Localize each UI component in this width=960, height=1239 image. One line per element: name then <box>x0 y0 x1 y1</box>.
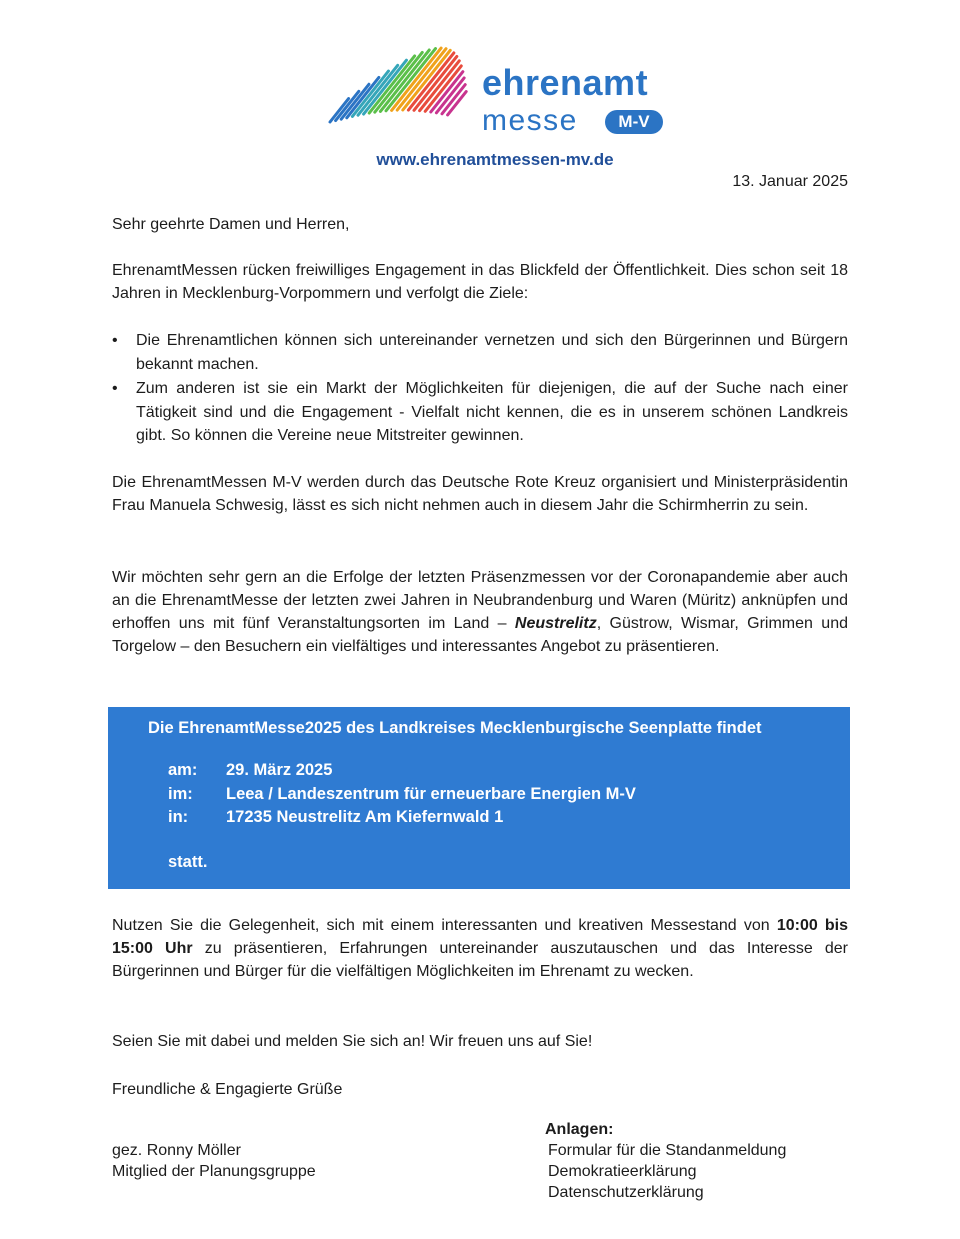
salutation: Sehr geehrte Damen und Herren, <box>112 216 350 233</box>
paragraph-history-text-end: , Güstrow, Wismar, Grimmen und Torgelow – den Besuchern ein vielfältiges und interessantes Angebot zu präsentieren. <box>112 615 848 655</box>
event-venue-value: Leea / Landeszentrum für erneuerbare Energien M-V <box>226 785 636 803</box>
signature-name: gez. Ronny Möller <box>112 1142 241 1159</box>
city-emphasis: Neustrelitz <box>514 615 597 632</box>
logo-word-ehrenamt: ehrenamt <box>482 62 649 103</box>
time-emphasis: 10:00 bis 15:00 Uhr <box>112 917 849 957</box>
event-address-row <box>168 808 503 827</box>
event-info-box <box>108 707 850 889</box>
bullet-icon: • <box>112 332 118 349</box>
website-link[interactable]: www.ehrenamtmessen-mv.de <box>376 150 614 169</box>
event-address-value: 17235 Neustrelitz Am Kiefernwald 1 <box>226 808 504 826</box>
logo-stripes-icon <box>322 40 482 140</box>
attachment-item: Demokratieerklärung <box>548 1163 697 1180</box>
attachment-item: Formular für die Standanmeldung <box>548 1142 787 1159</box>
ehrenamtmesse-logo <box>322 40 672 140</box>
attachments-block <box>545 1119 786 1203</box>
closing-greeting: Freundliche & Engagierte Grüße <box>112 1081 343 1098</box>
event-venue-row <box>168 785 636 804</box>
bullet-item <box>112 329 848 376</box>
bullet-text: Zum anderen ist sie ein Markt der Möglichkeiten für diejenigen, die auf der Suche nach einer Tätigkeit sind und die Engagement - Vielfalt nicht kennen, die es in unserem schönen Landkreis gibt. So können die Vereine neue Mitstreiter gewinnen. <box>136 380 848 444</box>
paragraph-invitation <box>112 914 848 983</box>
event-box-title: Die EhrenamtMesse2025 des Landkreises Mecklenburgische Seenplatte findet <box>148 719 762 737</box>
letter-date: 13. Januar 2025 <box>732 173 848 190</box>
bullet-item <box>112 377 848 448</box>
logo-word-messe: messe <box>482 104 578 137</box>
event-date-value: 29. März 2025 <box>226 761 333 779</box>
call-to-action: Seien Sie mit dabei und melden Sie sich an! Wir freuen uns auf Sie! <box>112 1033 593 1050</box>
paragraph-history-text: Wir möchten sehr gern an die Erfolge der letzten Präsenzmessen vor der Coronapandemie aber auch an die EhrenamtMesse der letzten zwei Jahren in Neubrandenburg und Waren (Müritz) anknüpfen und erhoffen uns mit fünf Veranstaltungsorten im Land – <box>112 569 848 632</box>
signature-block <box>112 1140 316 1182</box>
paragraph-history <box>112 566 848 658</box>
logo-badge-mv: M-V <box>605 110 663 134</box>
paragraph-invitation-text-end: zu präsentieren, Erfahrungen untereinander auszutauschen und das Interesse der Bürgerinnen und Bürger für die vielfältigen Möglichkeiten im Ehrenamt zu wecken. <box>112 940 849 980</box>
attachment-item: Datenschutzerklärung <box>548 1184 704 1201</box>
bullet-text: Die Ehrenamtlichen können sich untereinander vernetzen und sich den Bürgerinnen und Bürgern bekannt machen. <box>136 332 848 373</box>
event-box-closing: statt. <box>168 853 208 871</box>
event-date-row <box>168 761 332 780</box>
paragraph-organisation: Die EhrenamtMessen M-V werden durch das Deutsche Rote Kreuz organisiert und Ministerpräsidentin Frau Manuela Schwesig, lässt es sich nicht nehmen auch in diesem Jahr die Schirmherrin zu sein. <box>112 474 848 514</box>
event-address-label: in: <box>168 808 189 826</box>
paragraph-invitation-text: Nutzen Sie die Gelegenheit, sich mit einem interessanten und kreativen Messestand von <box>112 917 777 934</box>
bullet-icon: • <box>112 380 118 397</box>
event-venue-label: im: <box>168 785 193 803</box>
signature-role: Mitglied der Planungsgruppe <box>112 1163 316 1180</box>
event-date-label: am: <box>168 761 198 779</box>
attachments-title: Anlagen: <box>545 1121 614 1138</box>
intro-paragraph: EhrenamtMessen rücken freiwilliges Engagement in das Blickfeld der Öffentlichkeit. Dies schon seit 18 Jahren in Mecklenburg-Vorpommern und verfolgt die Ziele: <box>112 262 848 302</box>
